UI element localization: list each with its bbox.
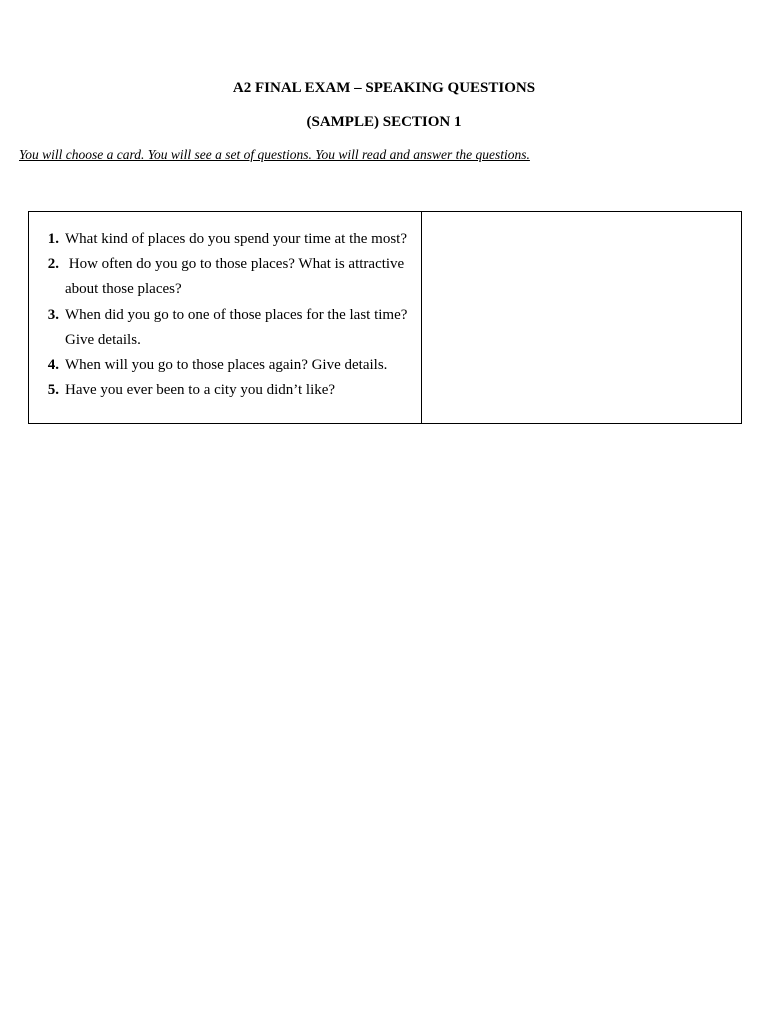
question-number: 5. — [47, 382, 59, 399]
question-item — [29, 378, 422, 403]
question-number: 2. — [47, 256, 59, 273]
question-text: How often do you go to those places? What is attractive about those places? — [65, 256, 408, 298]
question-item — [29, 227, 422, 252]
question-item — [29, 303, 422, 353]
empty-answer-cell — [422, 212, 741, 423]
question-card-table — [28, 211, 742, 424]
document-subtitle: (SAMPLE) SECTION 1 — [306, 114, 462, 130]
question-number: 3. — [47, 306, 59, 323]
question-text: Have you ever been to a city you didn’t like? — [65, 382, 336, 399]
question-item — [29, 252, 422, 302]
question-number: 4. — [47, 357, 59, 374]
question-item — [29, 353, 422, 378]
question-text: What kind of places do you spend your time at the most? — [65, 231, 408, 247]
question-text: When will you go to those places again? Give details. — [65, 357, 388, 374]
instruction-text: You will choose a card. You will see a set of questions. You will read and answer the questions. — [19, 147, 530, 162]
questions-cell — [29, 212, 422, 423]
document-title: A2 FINAL EXAM – SPEAKING QUESTIONS — [232, 80, 536, 96]
question-text: When did you go to one of those places for the last time? Give details. — [65, 306, 408, 348]
question-list — [29, 227, 422, 403]
question-number: 1. — [47, 231, 59, 247]
